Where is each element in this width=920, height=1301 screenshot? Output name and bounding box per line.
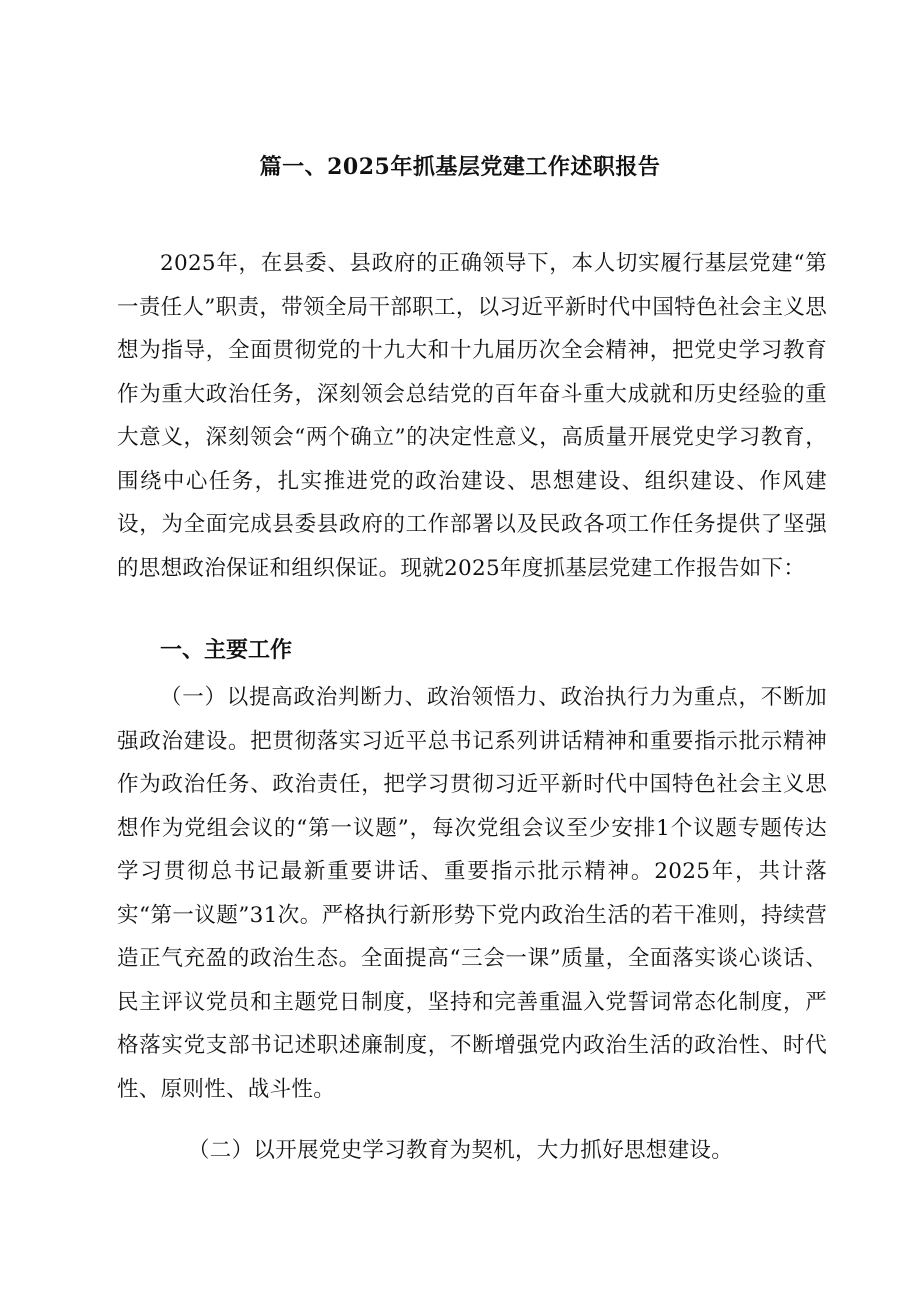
paragraph-political-construction: （一）以提高政治判断力、政治领悟力、政治执行力为重点，不断加强政治建设。把贯彻落实习近平总书记系列讲话精神和重要指示批示精神作为政治任务、政治责任，把学习贯彻习近平新时代中国特色社会主义思想作为党组会议的“第一议题”，每次党组会议至少安排1个议题专题传达学习贯彻总书记最新重要讲话、重要指示批示精神。2025年，共计落实“第一议题”31次。严格执行新形势下党内政治生活的若干准则，持续营造正气充盈的政治生态。全面提高“三会一课”质量，全面落实谈心谈话、民主评议党员和主题党日制度，坚持和完善重温入党誓词常态化制度，严格落实党支部书记述职述廉制度，不断增强党内政治生活的政治性、时代性、原则性、战斗性。	[117, 685, 827, 1102]
section-heading-main-work: 一、主要工作	[160, 638, 293, 663]
document-title: 篇一、2025年抓基层党建工作述职报告	[259, 154, 661, 180]
paragraph-intro: 2025年，在县委、县政府的正确领导下，本人切实履行基层党建“第一责任人”职责，带领全局干部职工，以习近平新时代中国特色社会主义思想为指导，全面贯彻党的十九大和十九届历次全会精神，把党史学习教育作为重大政治任务，深刻领会总结党的百年奋斗重大成就和历史经验的重大意义，深刻领会“两个确立”的决定性意义，高质量开展党史学习教育，围绕中心任务，扎实推进党的政治建设、思想建设、组织建设、作风建设，为全面完成县委县政府的工作部署以及民政各项工作任务提供了坚强的思想政治保证和组织保证。现就2025年度抓基层党建工作报告如下：	[117, 251, 827, 581]
paragraph-ideological-construction: （二）以开展党史学习教育为契机，大力抓好思想建设。	[188, 1138, 734, 1163]
